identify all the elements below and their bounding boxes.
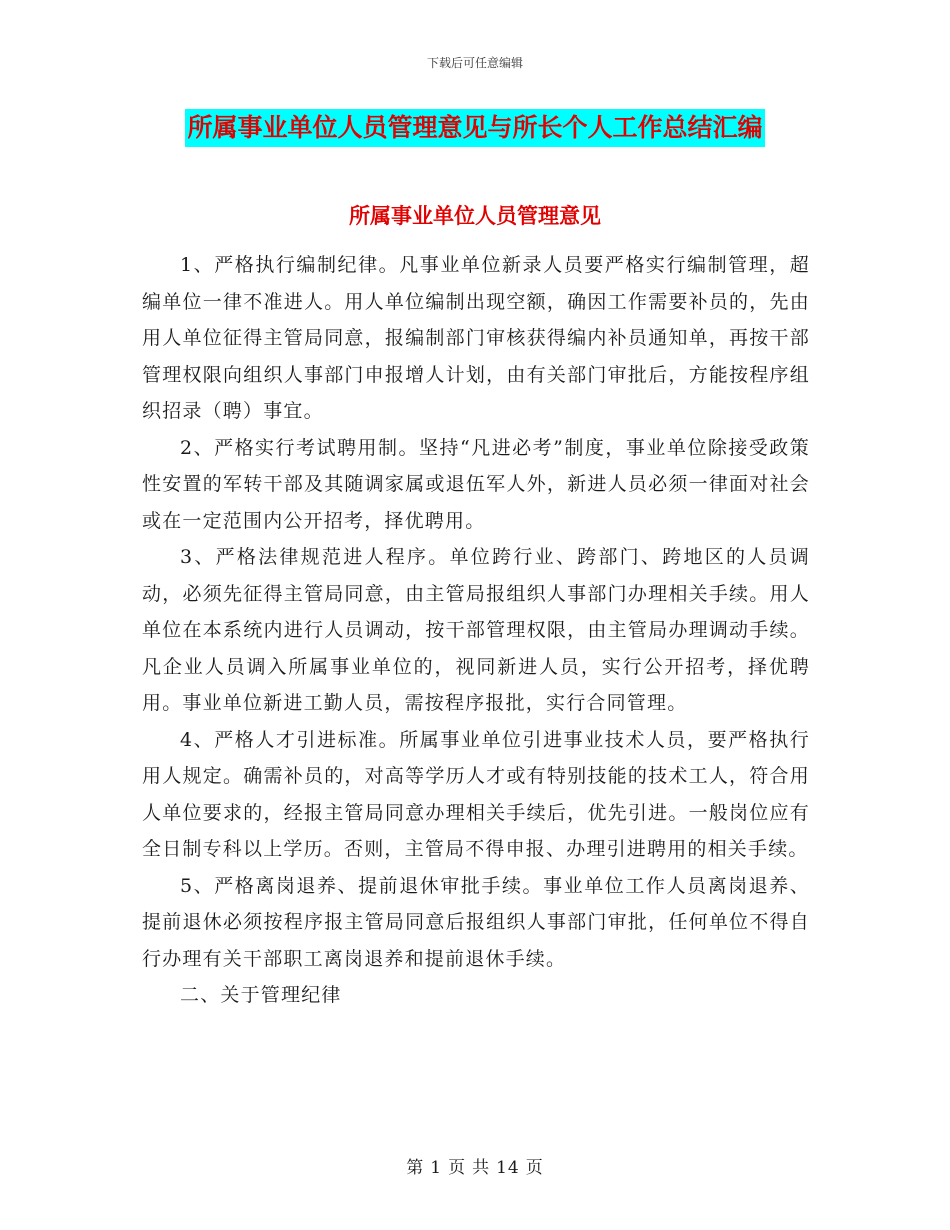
paragraph-5: 5、严格离岗退养、提前退休审批手续。事业单位工作人员离岗退养、提前退休必须按程序报主管局同意后报组织人事部门审批，任何单位不得自行办理有关干部职工离岗退养和提前退休手续。 bbox=[142, 874, 810, 970]
footer-total-prefix: 共 bbox=[472, 1158, 491, 1178]
document-body bbox=[142, 247, 810, 1014]
footer-page-word: 页 bbox=[448, 1158, 467, 1178]
document-title-container bbox=[0, 109, 950, 147]
paragraph-4: 4、严格人才引进标准。所属事业单位引进事业技术人员，要严格执行用人规定。确需补员的，对高等学历人才或有特别技能的技术工人，符合用人单位要求的，经报主管局同意办理相关手续后，优先引进。一般岗位应有全日制专科以上学历。否则，主管局不得申报、办理引进聘用的相关手续。 bbox=[142, 728, 810, 860]
document-title: 所属事业单位人员管理意见与所长个人工作总结汇编 bbox=[185, 109, 764, 147]
subheading-management-discipline: 二、关于管理纪律 bbox=[180, 984, 342, 1006]
paragraph-3: 3、严格法律规范进人程序。单位跨行业、跨部门、跨地区的人员调动，必须先征得主管局同意，由主管局报组织人事部门办理相关手续。用人单位在本系统内进行人员调动，按干部管理权限，由主管局办理调动手续。凡企业人员调入所属事业单位的，视同新进人员，实行公开招考，择优聘用。事业单位新进工勤人员，需按程序报批，实行合同管理。 bbox=[142, 546, 810, 714]
footer-prefix: 第 bbox=[406, 1158, 425, 1178]
page-footer bbox=[0, 1153, 950, 1178]
paragraph-2: 2、严格实行考试聘用制。坚持“凡进必考”制度，事业单位除接受政策性安置的军转干部及其随调家属或退伍军人外，新进人员必须一律面对社会或在一定范围内公开招考，择优聘用。 bbox=[142, 436, 810, 532]
total-pages-number: 14 bbox=[496, 1158, 520, 1178]
page-header-note: 下载后可任意编辑 bbox=[426, 56, 523, 70]
paragraph-1: 1、严格执行编制纪律。凡事业单位新录人员要严格实行编制管理，超编单位一律不准进人。用人单位编制出现空额，确因工作需要补员的，先由用人单位征得主管局同意，报编制部门审核获得编内补员通知单，再按干部管理权限向组织人事部门申报增人计划，由有关部门审批后，方能按程序组织招录（聘）事宜。 bbox=[142, 254, 810, 422]
footer-suffix: 页 bbox=[525, 1158, 544, 1178]
current-page-number: 1 bbox=[430, 1158, 443, 1178]
section-title: 所属事业单位人员管理意见 bbox=[349, 203, 601, 228]
